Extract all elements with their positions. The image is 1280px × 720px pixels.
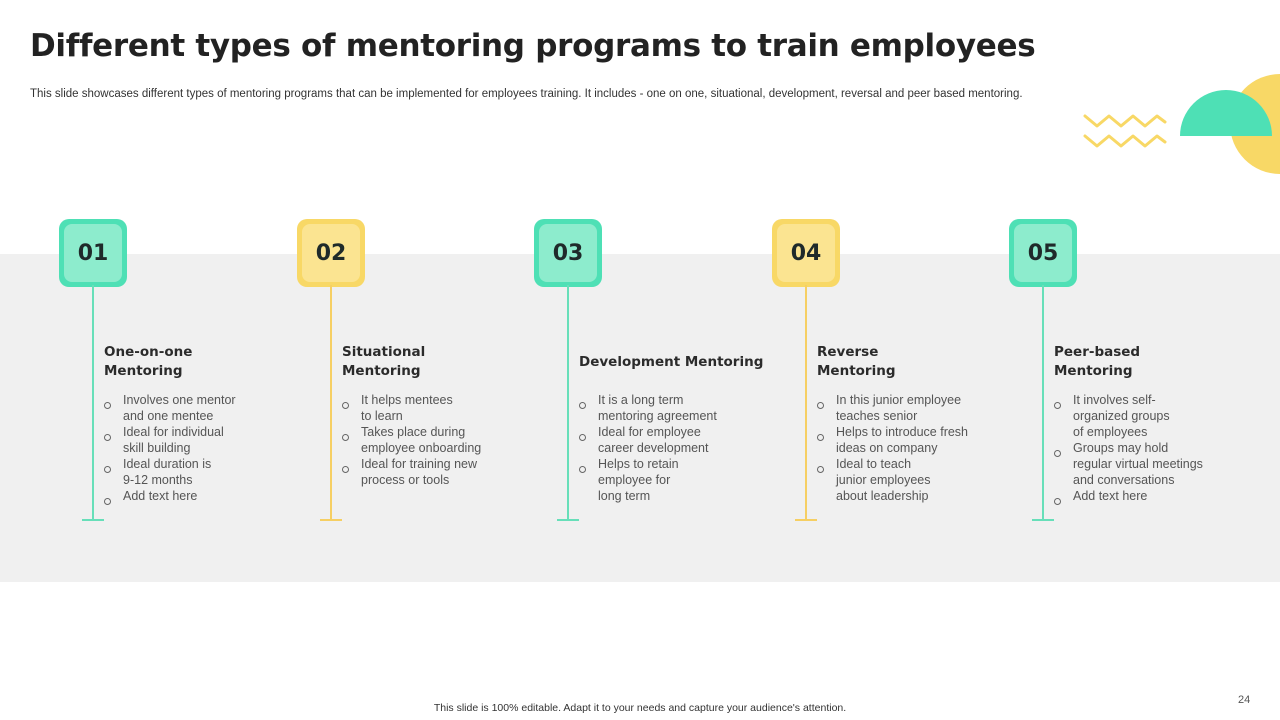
bullet-text: Helps to retain employee for long term: [598, 457, 679, 503]
bullet-text: Ideal for individual skill building: [123, 425, 224, 455]
bullet-text: Ideal to teach junior employees about leadership: [836, 457, 931, 503]
page-number: 24: [1238, 694, 1251, 706]
bullet-text: It helps mentees to learn: [361, 393, 453, 423]
mentoring-type-heading: Reverse Mentoring: [817, 344, 896, 379]
timeline-step-3: [534, 219, 602, 529]
bullet-circle-icon: [104, 402, 111, 409]
timeline-connector-foot: [795, 519, 817, 521]
mentoring-card: [342, 343, 502, 381]
zigzag-shape: [1085, 116, 1165, 126]
mentoring-card: [1054, 343, 1214, 381]
timeline-connector-foot: [82, 519, 104, 521]
bullet-circle-icon: [579, 402, 586, 409]
bullet-circle-icon: [1054, 450, 1061, 457]
bullet-circle-icon: [817, 434, 824, 441]
mentoring-card: [579, 353, 764, 372]
step-number-badge: [297, 219, 365, 287]
bullet-circle-icon: [342, 402, 349, 409]
timeline-connector: [567, 285, 569, 520]
timeline-connector-foot: [557, 519, 579, 521]
bullet-circle-icon: [817, 466, 824, 473]
decoration-shapes-icon: [1080, 64, 1280, 180]
zigzag-shape: [1085, 136, 1165, 146]
mentoring-card: [817, 343, 977, 381]
bullet-circle-icon: [1054, 498, 1061, 505]
step-number: 02: [302, 224, 360, 282]
mentoring-type-heading: Situational Mentoring: [342, 344, 426, 379]
bullet-text: Groups may hold regular virtual meetings and conversations: [1073, 441, 1203, 487]
mentoring-type-heading: Peer-based Mentoring: [1054, 344, 1141, 379]
mentoring-card: [104, 343, 264, 381]
timeline-connector: [92, 285, 94, 520]
mentoring-type-heading: One-on-one Mentoring: [104, 344, 193, 379]
bullet-text: Ideal duration is 9-12 months: [123, 457, 212, 487]
step-number: 03: [539, 224, 597, 282]
step-number-badge: [1009, 219, 1077, 287]
timeline-connector: [330, 285, 332, 520]
bullet-text: Involves one mentor and one mentee: [123, 393, 236, 423]
page-subtitle: This slide showcases different types of mentoring programs that can be implemented for employees training. It includes - one on one, situational, development, reversal and peer based mentoring.: [30, 88, 1023, 100]
bullet-circle-icon: [579, 466, 586, 473]
bullet-text: Add text here: [123, 489, 198, 503]
bullet-text: Takes place during employee onboarding: [361, 425, 482, 455]
bullet-text: Ideal for training new process or tools: [361, 457, 478, 487]
bullet-text: Ideal for employee career development: [598, 425, 709, 455]
bullet-circle-icon: [579, 434, 586, 441]
step-number: 04: [777, 224, 835, 282]
timeline-connector-foot: [320, 519, 342, 521]
step-number-badge: [534, 219, 602, 287]
footer-note: This slide is 100% editable. Adapt it to your needs and capture your audience's attention.: [433, 702, 847, 714]
step-number-badge: [59, 219, 127, 287]
bullet-circle-icon: [104, 466, 111, 473]
bullet-circle-icon: [104, 434, 111, 441]
bullet-circle-icon: [104, 498, 111, 505]
bullet-circle-icon: [342, 434, 349, 441]
bullet-circle-icon: [817, 402, 824, 409]
bullet-text: It involves self- organized groups of employees: [1073, 393, 1170, 439]
bullet-circle-icon: [1054, 402, 1061, 409]
bullet-text: It is a long term mentoring agreement: [598, 393, 717, 423]
timeline-connector: [805, 285, 807, 520]
bullet-text: Add text here: [1073, 489, 1148, 503]
timeline-connector-foot: [1032, 519, 1054, 521]
step-number: 05: [1014, 224, 1072, 282]
page-title: Different types of mentoring programs to train employees: [30, 28, 1036, 64]
bullet-circle-icon: [342, 466, 349, 473]
mentoring-type-heading: Development Mentoring: [579, 354, 764, 370]
bullet-text: In this junior employee teaches senior: [836, 393, 962, 423]
bullet-text: Helps to introduce fresh ideas on company: [836, 425, 969, 455]
step-number: 01: [64, 224, 122, 282]
step-number-badge: [772, 219, 840, 287]
timeline-connector: [1042, 285, 1044, 520]
